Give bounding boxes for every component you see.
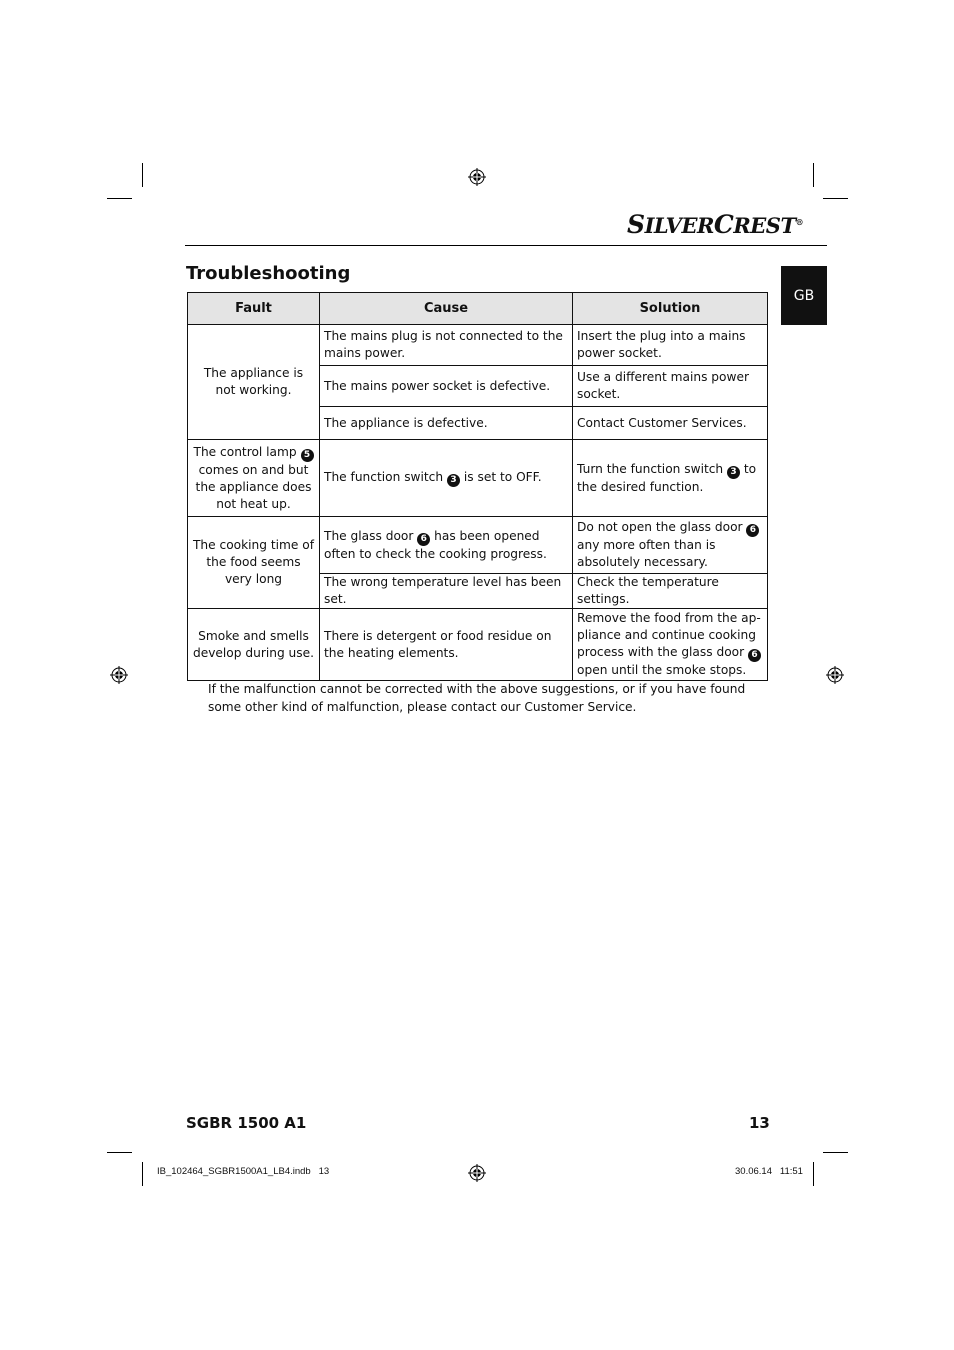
part-number-icon: 6 xyxy=(746,524,759,537)
registration-mark-icon xyxy=(468,168,486,186)
cause-cell: The mains plug is not connected to the mains power. xyxy=(320,325,573,366)
crop-mark xyxy=(813,163,814,187)
crop-mark xyxy=(107,198,132,199)
fault-cell: Smoke and smells develop during use. xyxy=(188,609,320,681)
solution-cell: Do not open the glass door 6 any more often than is absolutely necessary. xyxy=(573,517,768,574)
registration-mark-icon xyxy=(110,666,128,684)
column-header-solution: Solution xyxy=(573,293,768,325)
cause-cell: The glass door 6 has been opened often to check the cooking progress. xyxy=(320,517,573,574)
header-rule xyxy=(185,245,827,246)
crop-mark xyxy=(823,1152,848,1153)
table-row xyxy=(188,440,768,517)
cause-cell: The function switch 3 is set to OFF. xyxy=(320,440,573,517)
fault-cell: The cooking time of the food seems very long xyxy=(188,517,320,609)
service-note: If the malfunction cannot be corrected with the above suggestions, or if you have found some other kind of malfunction, please contact our Customer Service. xyxy=(208,682,746,714)
language-tab: GB xyxy=(781,266,827,325)
part-number-icon: 6 xyxy=(417,533,430,546)
table-header-row xyxy=(188,293,768,325)
page-number: 13 xyxy=(749,1114,770,1132)
solution-cell: Remove the food from the ap-pliance and continue cooking process with the glass door 6 open until the smoke stops. xyxy=(573,609,768,681)
column-header-fault: Fault xyxy=(188,293,320,325)
solution-cell: Check the temperature settings. xyxy=(573,574,768,609)
cause-cell: The appliance is defective. xyxy=(320,407,573,440)
part-number-icon: 5 xyxy=(301,449,314,462)
table-row xyxy=(188,609,768,681)
section-title: Troubleshooting xyxy=(186,263,351,284)
file-slug: IB_102464_SGBR1500A1_LB4.indb 13 xyxy=(157,1166,330,1177)
print-timestamp: 30.06.14 11:51 xyxy=(735,1166,803,1177)
part-number-icon: 6 xyxy=(748,649,761,662)
crop-mark xyxy=(813,1162,814,1186)
model-number: SGBR 1500 A1 xyxy=(186,1114,307,1132)
cause-cell: There is detergent or food residue on the heating elements. xyxy=(320,609,573,681)
part-number-icon: 3 xyxy=(447,474,460,487)
crop-mark xyxy=(823,198,848,199)
part-number-icon: 3 xyxy=(727,466,740,479)
column-header-cause: Cause xyxy=(320,293,573,325)
table-row xyxy=(188,325,768,366)
brand-logo: SILVERCREST® xyxy=(627,210,804,239)
table-row xyxy=(188,517,768,574)
fault-cell: The appliance is not working. xyxy=(188,325,320,440)
registration-mark-icon xyxy=(826,666,844,684)
cause-cell: The wrong temperature level has been set. xyxy=(320,574,573,609)
solution-cell: Contact Customer Services. xyxy=(573,407,768,440)
registration-mark-icon xyxy=(468,1164,486,1182)
troubleshooting-table xyxy=(187,292,768,681)
crop-mark xyxy=(107,1152,132,1153)
solution-cell: Turn the function switch 3 to the desired function. xyxy=(573,440,768,517)
cause-cell: The mains power socket is defective. xyxy=(320,366,573,407)
crop-mark xyxy=(142,163,143,187)
solution-cell: Use a different mains power socket. xyxy=(573,366,768,407)
crop-mark xyxy=(142,1162,143,1186)
fault-cell: The control lamp 5 comes on and but the appliance does not heat up. xyxy=(188,440,320,517)
solution-cell: Insert the plug into a mains power socket. xyxy=(573,325,768,366)
